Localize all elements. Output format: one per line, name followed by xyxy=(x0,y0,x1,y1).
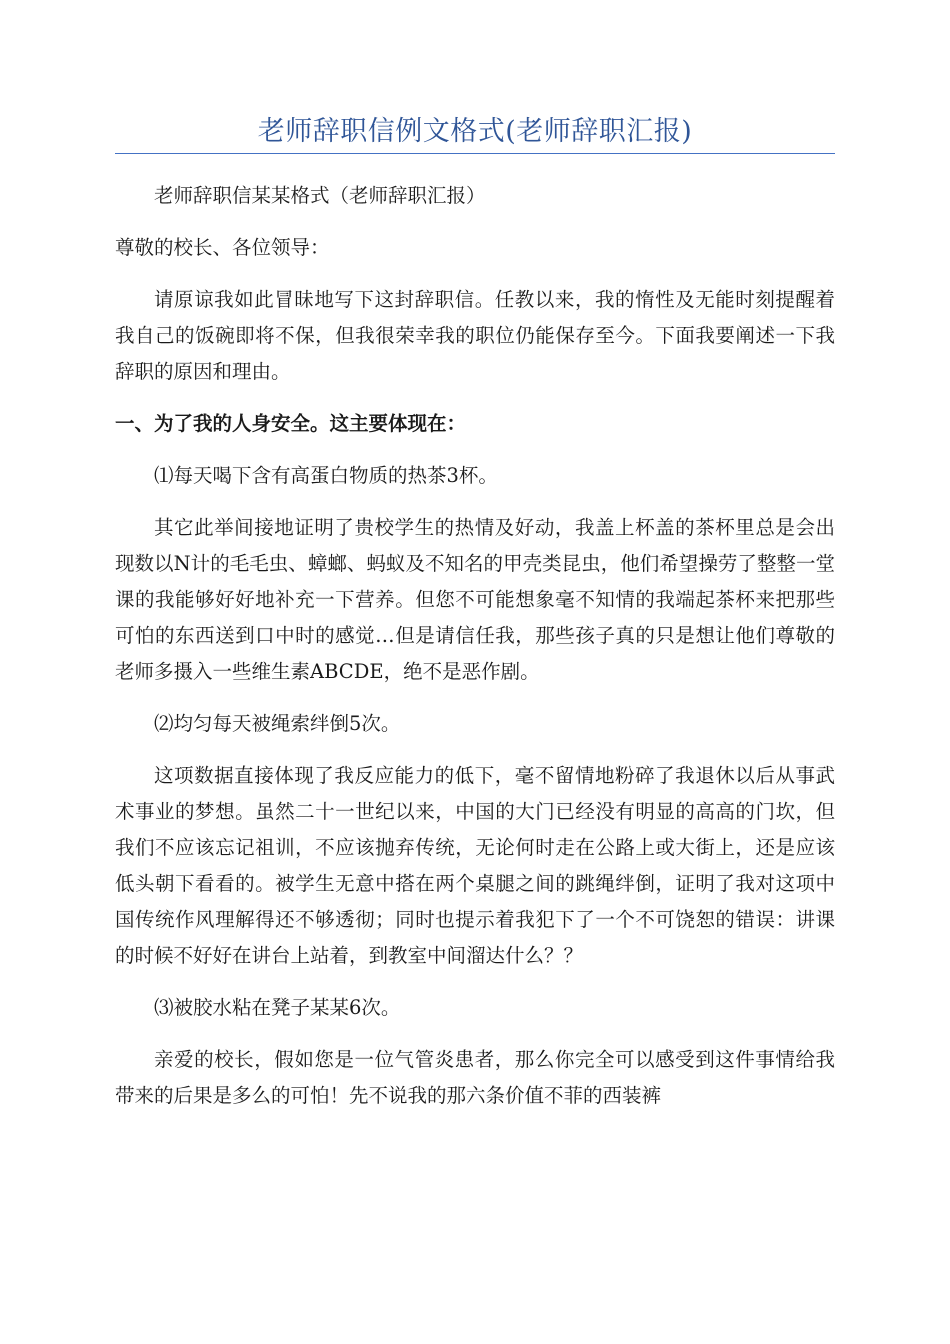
paragraph-subtitle: 老师辞职信某某格式（老师辞职汇报） xyxy=(154,184,486,207)
list-item-3: ⑶被胶水粘在凳子某某6次。 xyxy=(154,996,401,1019)
paragraph-item-3-detail: 亲爱的校长，假如您是一位气管炎患者，那么你完全可以感受到这件事情给我带来的后果是多么的可怕！先不说我的那六条价值不菲的西装裤 xyxy=(115,1048,835,1107)
document-title: 老师辞职信例文格式(老师辞职汇报) xyxy=(257,116,693,147)
paragraph-item-2-detail: 这项数据直接体现了我反应能力的低下，毫不留情地粉碎了我退休以后从事武术事业的梦想。虽然二十一世纪以来，中国的大门已经没有明显的高高的门坎，但我们不应该忘记祖训，不应该抛弃传统，无论何时走在公路上或大街上，还是应该低头朝下看看的。被学生无意中搭在两个桌腿之间的跳绳绊倒，证明了我对这项中国传统作风理解得还不够透彻；同时也提示着我犯下了一个不可饶恕的错误：讲课的时候不好好在讲台上站着，到教室中间溜达什么？？ xyxy=(115,764,835,967)
section-heading: 一、为了我的人身安全。这主要体现在： xyxy=(115,412,467,435)
paragraph-salutation: 尊敬的校长、各位领导： xyxy=(115,236,330,259)
list-item-2: ⑵均匀每天被绳索绊倒5次。 xyxy=(154,712,401,735)
document-body xyxy=(115,178,835,1114)
list-item-1: ⑴每天喝下含有高蛋白物质的热茶3杯。 xyxy=(154,464,498,487)
paragraph-intro: 请原谅我如此冒昧地写下这封辞职信。任教以来，我的惰性及无能时刻提醒着我自己的饭碗即将不保，但我很荣幸我的职位仍能保存至今。下面我要阐述一下我辞职的原因和理由。 xyxy=(115,288,835,383)
paragraph-item-1-detail: 其它此举间接地证明了贵校学生的热情及好动，我盖上杯盖的茶杯里总是会出现数以N计的毛毛虫、蟑螂、蚂蚁及不知名的甲壳类昆虫，他们希望操劳了整整一堂课的我能够好好地补充一下营养。但您不可能想象毫不知情的我端起茶杯来把那些可怕的东西送到口中时的感觉…但是请信任我，那些孩子真的只是想让他们尊敬的老师多摄入一些维生素ABCDE，绝不是恶作剧。 xyxy=(115,516,835,683)
title-underline xyxy=(115,153,835,154)
